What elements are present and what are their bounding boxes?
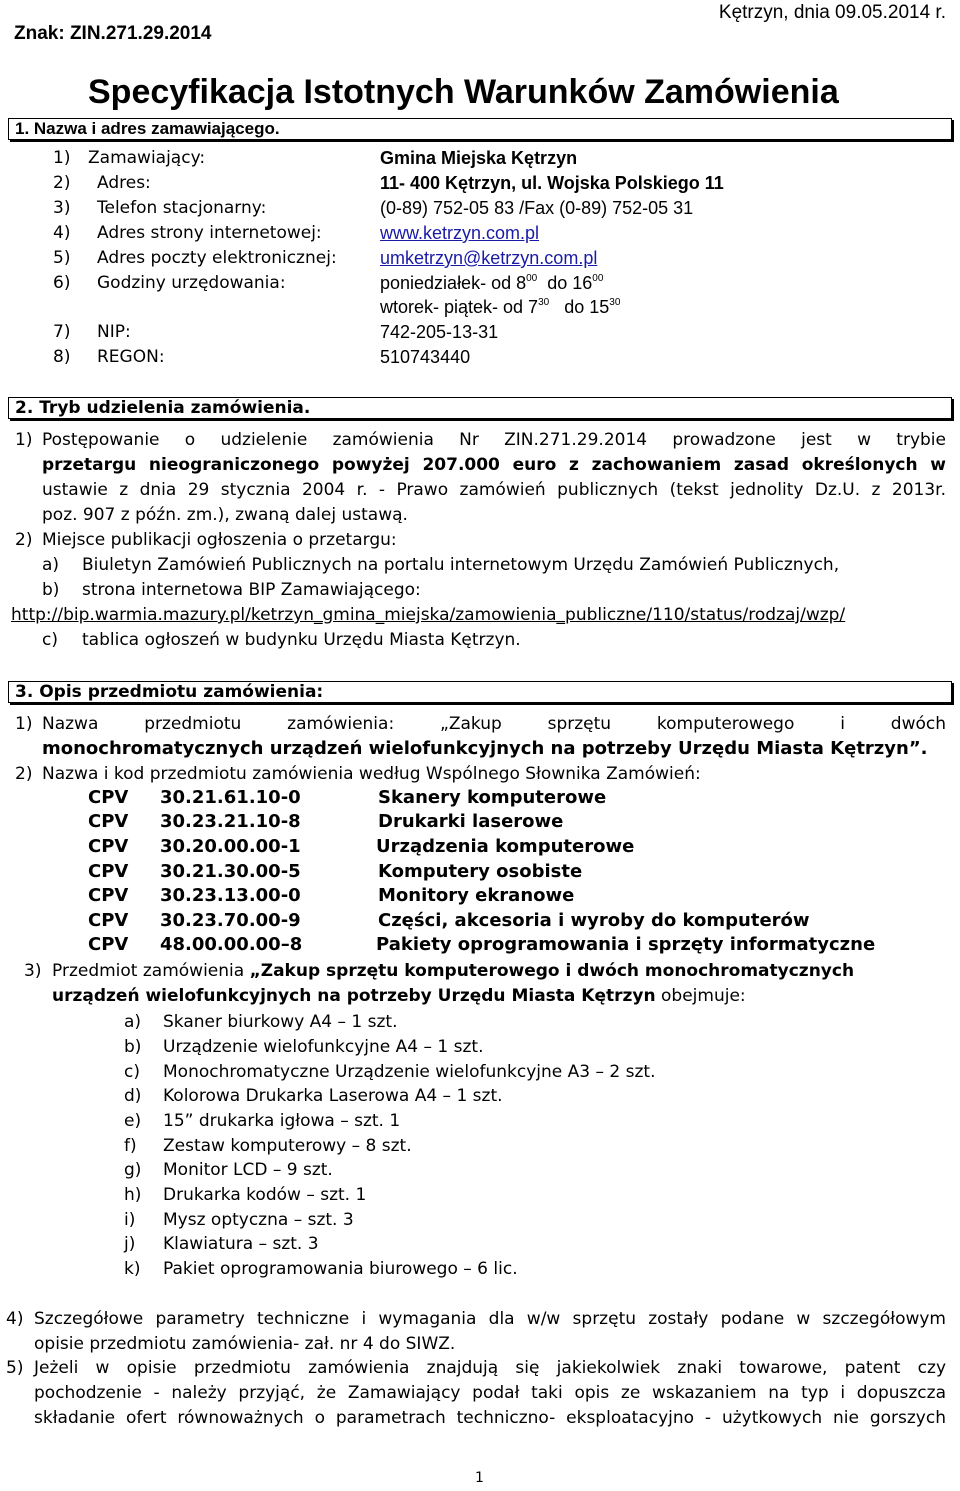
document-date: Kętrzyn, dnia 09.05.2014 r. [718,2,946,23]
row-num: 8) [53,347,71,367]
website-link[interactable]: www.ketrzyn.com.pl [380,223,540,243]
list-item-num: e) [124,1111,142,1131]
cpv-name: Drukarki laserowe [378,811,564,832]
row-num: 7) [53,322,71,342]
row-label: Telefon stacjonarny: [97,198,267,218]
cpv-code: 30.21.30.00-5 [160,861,301,882]
list-item: Pakiet oprogramowania biurowego – 6 lic. [163,1259,518,1279]
item-num: 5) [6,1358,24,1378]
list-item-num: k) [124,1259,141,1279]
subject-scope-line-1: Przedmiot zamówienia „Zakup sprzętu komputerowego i dwóch monochromatycznych [52,961,855,981]
cpv-name: Pakiety oprogramowania i sprzęty informatyczne [376,934,876,955]
hours-monday: poniedziałek- od $8^{00}$ do $16^{00}$ [380,273,604,293]
cpv-tag: CPV [88,836,129,857]
publication-board: tablica ogłoszeń w budynku Urzędu Miasta Kętrzyn. [82,630,521,650]
row-num: 1) [53,148,71,168]
page-title: Specyfikacja Istotnych Warunków Zamówienia [88,73,839,111]
list-item-num: g) [124,1160,142,1180]
cpv-name: Monitory ekranowe [378,885,575,906]
contracting-authority: Gmina Miejska Kętrzyn [380,148,578,168]
address-value: 11- 400 Kętrzyn, ul. Wojska Polskiego 11 [380,173,724,193]
hours-tuesday-friday: wtorek- piątek- od $7^{30}$ do $15^{30}$ [380,297,621,317]
section-1-heading: 1. Nazwa i adres zamawiającego. [15,119,280,138]
list-item: Skaner biurkowy A4 – 1 szt. [163,1012,398,1032]
procedure-line-2: przetargu nieograniczonego powyżej 207.000 euro z zachowaniem zasad określonych w [42,455,946,475]
list-item-num: b) [124,1037,142,1057]
trademark-line-3: składanie ofert równoważnych o parametrach techniczno- eksploatacyjno - użytkowych nie gorszych [34,1408,946,1428]
row-label: Adres: [97,173,151,193]
phone-value: (0-89) 752-05 83 /Fax (0-89) 752-05 31 [380,198,694,218]
cpv-code: 30.21.61.10-0 [160,787,301,808]
list-item-num: c) [124,1062,140,1082]
list-item: Zestaw komputerowy – 8 szt. [163,1136,412,1156]
cpv-name: Komputery osobiste [378,861,583,882]
list-item-num: j) [124,1234,136,1254]
technical-params-line-2: opisie przedmiotu zamówienia- zał. nr 4 do SIWZ. [34,1334,456,1354]
subject-scope-line-2: urządzeń wielofunkcyjnych na potrzeby Urzędu Miasta Kętrzyn obejmuje: [52,986,746,1006]
section-1-header [8,118,952,140]
procedure-line-1: Postępowanie o udzielenie zamówienia Nr ZIN.271.29.2014 prowadzone jest w trybie [42,430,946,450]
list-item: Monochromatyczne Urządzenie wielofunkcyjne A3 – 2 szt. [163,1062,656,1082]
cpv-code: 30.23.13.00-0 [160,885,301,906]
section-3-header [8,681,952,703]
section-2-header [8,397,952,419]
publication-bip: strona internetowa BIP Zamawiającego: [82,580,421,600]
email-link[interactable]: umketrzyn@ketrzyn.com.pl [380,248,598,268]
list-item-num: a) [124,1012,142,1032]
row-label: Adres strony internetowej: [97,223,322,243]
trademark-line-1: Jeżeli w opisie przedmiotu zamówienia znajdują się jakiekolwiek znaki towarowe, patent czy [34,1358,946,1378]
row-label: NIP: [97,322,131,342]
cpv-code: 30.23.21.10-8 [160,811,301,832]
list-item: Kolorowa Drukarka Laserowa A4 – 1 szt. [163,1086,503,1106]
cpv-code: 48.00.00.00–8 [160,934,303,955]
row-label: Zamawiający: [88,148,206,168]
page-number: 1 [475,1470,484,1486]
row-num: 4) [53,223,71,243]
bip-url-link[interactable]: http://bip.warmia.mazury.pl/ketrzyn_gmina_miejska/zamowienia_publiczne/110/status/rodzaj/wzp/ [11,605,846,625]
list-item: Monitor LCD – 9 szt. [163,1160,333,1180]
technical-params-line-1: Szczegółowe parametry techniczne i wymagania dla w/w sprzętu zostały podane w szczegółowym [34,1309,946,1329]
item-num: 3) [24,961,42,981]
item-num: c) [42,630,58,650]
cpv-tag: CPV [88,861,129,882]
publication-bzp: Biuletyn Zamówień Publicznych na portalu internetowym Urzędu Zamówień Publicznych, [82,555,840,575]
list-item-num: d) [124,1086,142,1106]
list-item: Urządzenie wielofunkcyjne A4 – 1 szt. [163,1037,484,1057]
cpv-tag: CPV [88,910,129,931]
section-3-heading: 3. Opis przedmiotu zamówienia: [15,682,324,702]
item-num: b) [42,580,60,600]
row-label: REGON: [97,347,165,367]
cpv-name: Części, akcesoria i wyroby do komputerów [378,910,810,931]
row-label: Adres poczty elektronicznej: [97,248,337,268]
list-item: Drukarka kodów – szt. 1 [163,1185,367,1205]
cpv-code: 30.23.70.00-9 [160,910,301,931]
cpv-tag: CPV [88,787,129,808]
row-num: 6) [53,273,71,293]
cpv-tag: CPV [88,811,129,832]
list-item-num: h) [124,1185,142,1205]
item-num: a) [42,555,60,575]
procedure-line-4: poz. 907 z późn. zm.), zwaną dalej ustawą. [42,505,408,525]
subject-name-line-1: Nazwa przedmiotu zamówienia: „Zakup sprzętu komputerowego i dwóch [42,714,946,734]
list-item: 15” drukarka igłowa – szt. 1 [163,1111,401,1131]
cpv-code: 30.20.00.00-1 [160,836,301,857]
cpv-name: Skanery komputerowe [378,787,607,808]
item-num: 4) [6,1309,24,1329]
item-num: 1) [15,714,33,734]
row-num: 2) [53,173,71,193]
cpv-intro: Nazwa i kod przedmiotu zamówienia według Wspólnego Słownika Zamówień: [42,764,701,784]
list-item-num: f) [124,1136,137,1156]
section-2-heading: 2. Tryb udzielenia zamówienia. [15,398,311,418]
procedure-line-3: ustawie z dnia 29 stycznia 2004 r. - Prawo zamówień publicznych (tekst jednolity Dz.U. z 2013r. [42,480,946,500]
row-num: 3) [53,198,71,218]
item-num: 2) [15,530,33,550]
row-label: Godziny urzędowania: [97,273,286,293]
item-num: 2) [15,764,33,784]
list-item: Mysz optyczna – szt. 3 [163,1210,354,1230]
cpv-name: Urządzenia komputerowe [376,836,635,857]
regon-value: 510743440 [380,347,471,367]
list-item-num: i) [124,1210,136,1230]
list-item: Klawiatura – szt. 3 [163,1234,319,1254]
document-reference: Znak: ZIN.271.29.2014 [14,23,212,44]
cpv-tag: CPV [88,934,129,955]
trademark-line-2: pochodzenie - należy przyjąć, że Zamawiający podał taki opis ze wskazaniem na typ i dopuszcza [34,1383,946,1403]
subject-name-line-2: monochromatycznych urządzeń wielofunkcyjnych na potrzeby Urzędu Miasta Kętrzyn”. [42,738,928,759]
publication-places-title: Miejsce publikacji ogłoszenia o przetargu: [42,530,397,550]
item-num: 1) [15,430,33,450]
cpv-tag: CPV [88,885,129,906]
row-num: 5) [53,248,71,268]
nip-value: 742-205-13-31 [380,322,499,342]
